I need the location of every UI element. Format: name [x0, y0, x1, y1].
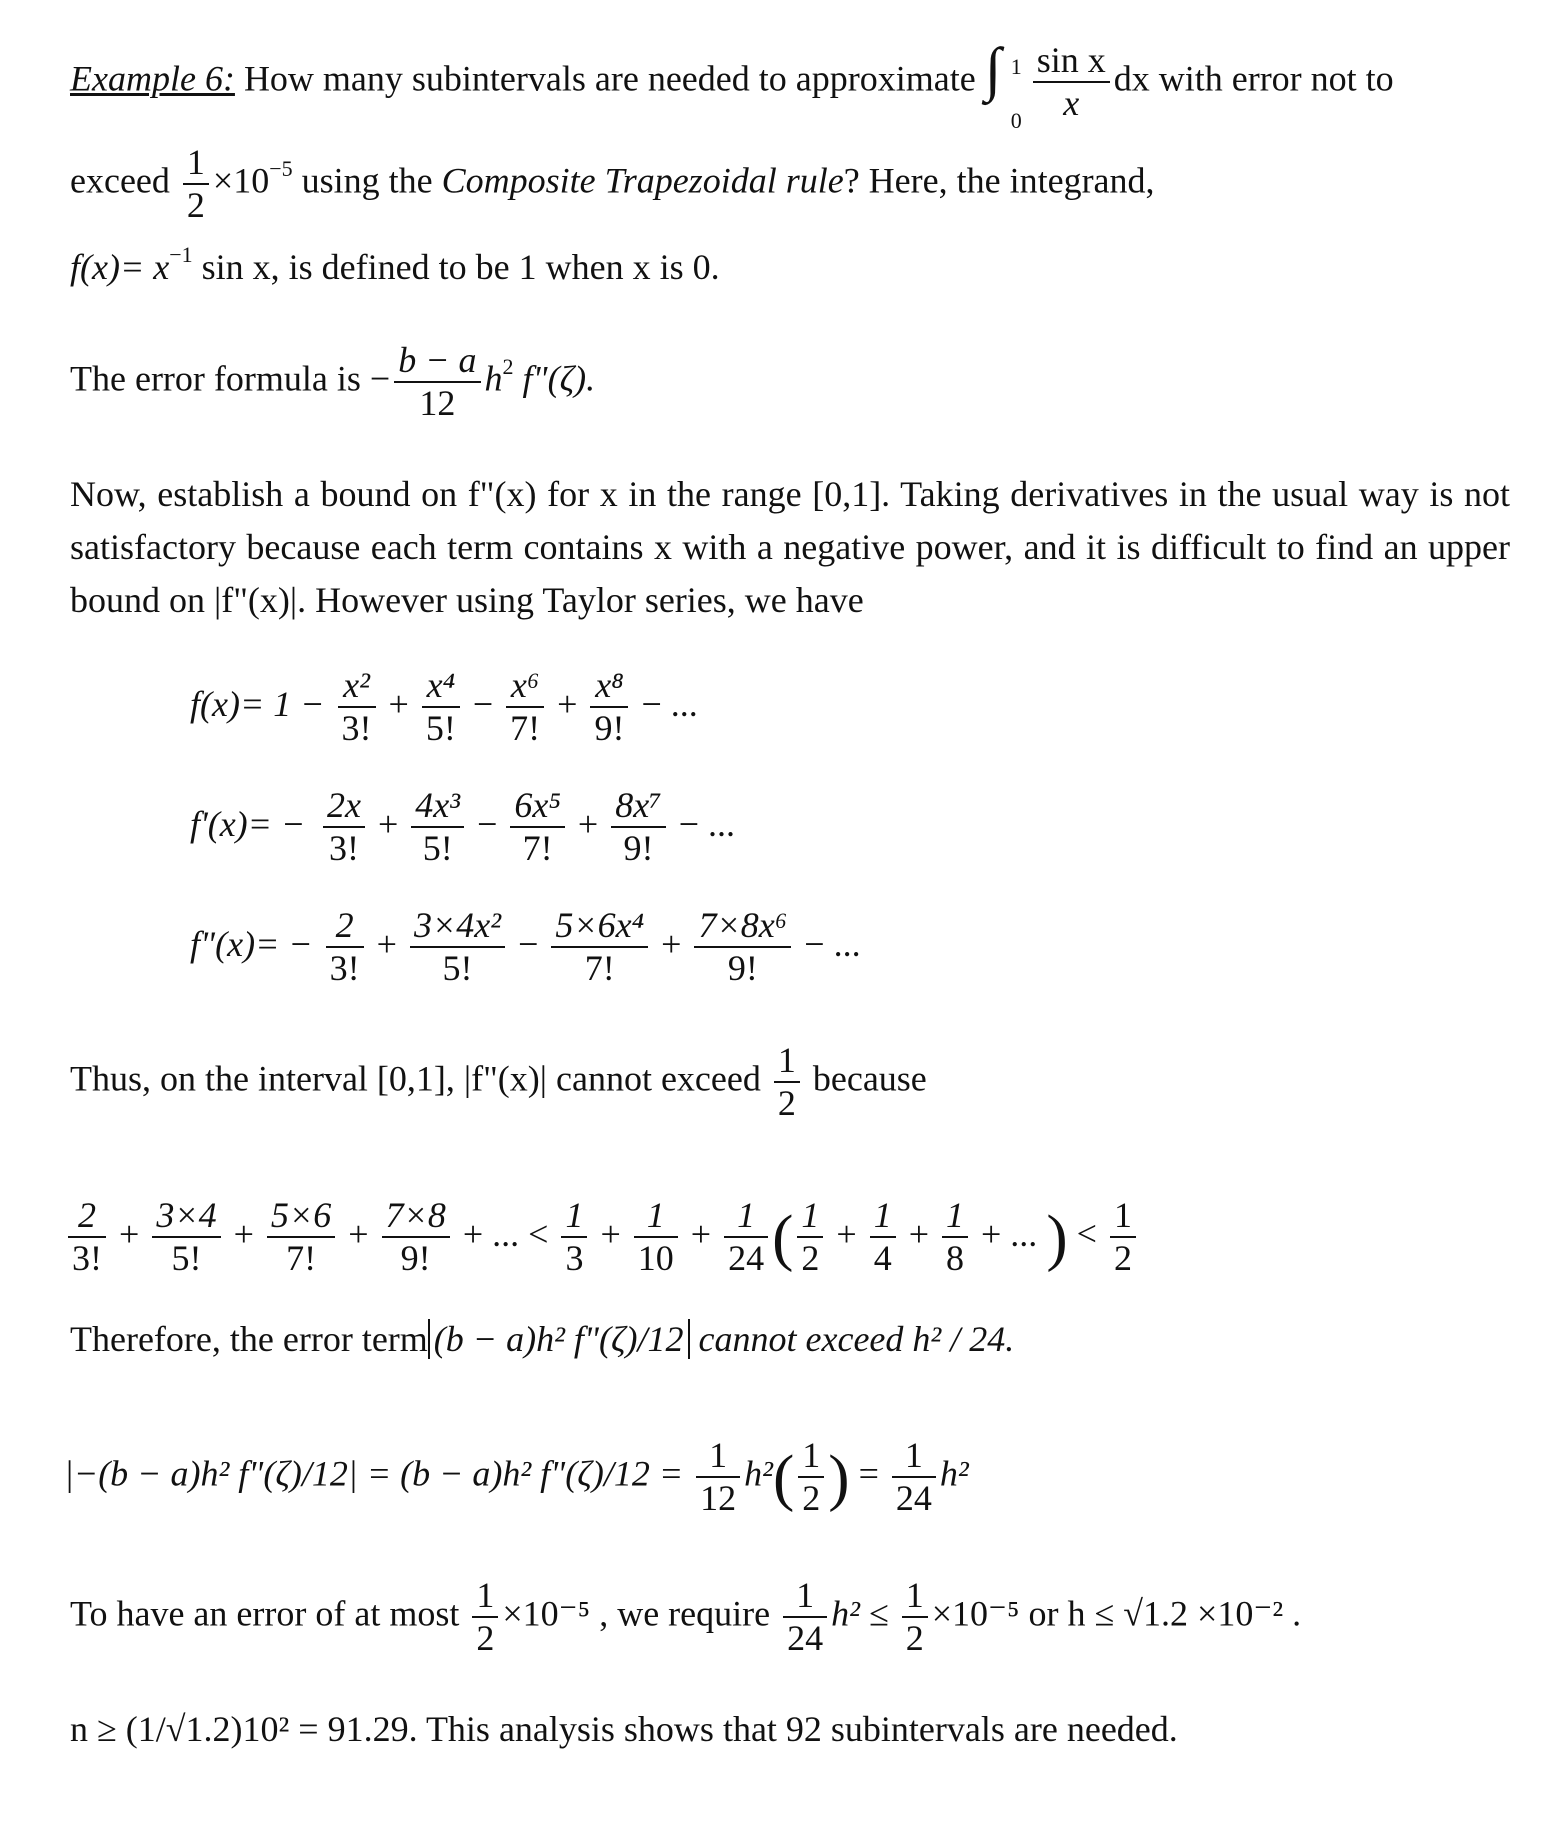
series-f-operator: − ...: [632, 683, 698, 724]
req-h-leq: h² ≤: [831, 1593, 889, 1634]
ineq-rhs: $\frac{1}{2}$: [1110, 1195, 1136, 1280]
bound-paragraph: Now, establish a bound on f"(x) for x in the range [0,1]. Taking derivatives in the usual way is not satisfactory because each term contains x with a negative power, and it is difficult to find an upper bound on |f"(x)|. However using Taylor series, we have: [70, 474, 1510, 620]
ineq-inner-term: $\frac{1}{8}$: [942, 1195, 968, 1280]
problem-statement: [70, 36, 1510, 134]
rule-name: Composite Trapezoidal rule: [441, 160, 844, 201]
series-f2-operator: −: [509, 923, 548, 964]
requirement-lead: To have an error of at most: [70, 1593, 460, 1634]
problem-statement-line3: [70, 238, 1510, 296]
ineq-inner-operator: +: [827, 1213, 866, 1254]
ineq-left-term: $\frac{5\times 6}{7!}$: [267, 1195, 335, 1280]
interval-lead: Thus, on the interval [0,1], |f"(x)| cannot exceed: [70, 1058, 761, 1099]
ineq-inner-operator: +: [899, 1213, 938, 1254]
interval-statement: [70, 1040, 1510, 1125]
requirement-statement: [70, 1575, 1510, 1660]
error-formula-lead: The error formula is: [70, 358, 361, 399]
equals-sign: =: [858, 1453, 879, 1494]
error-term-lead: Therefore, the error term: [70, 1319, 428, 1359]
ineq-inner-term: $\frac{1}{4}$: [870, 1195, 896, 1280]
series-f-term: $\frac{\text{x²}}{3!}$: [338, 665, 376, 750]
dx-text: dx with error not to: [1113, 58, 1394, 99]
series-f-term: $\frac{\text{x⁸}}{9!}$: [590, 665, 628, 750]
req-mid: ×10⁻⁵ , we require: [502, 1593, 771, 1634]
series-f-operator: −: [463, 683, 503, 724]
series-f2-term: $\frac{2}{3!}$: [326, 905, 364, 990]
series-f1-label: f'(x)= −: [190, 803, 306, 844]
series-f1: [190, 785, 735, 870]
ineq-mid-operator: +: [591, 1213, 630, 1254]
half-fraction: $\frac{1}{2}$: [774, 1040, 800, 1125]
conclusion: n ≥ (1/√1.2)10² = 91.29. This analysis shows that 92 subintervals are needed.: [70, 1709, 1178, 1749]
req-frac-2: $\frac{1}{24}$: [783, 1575, 827, 1660]
ineq-inner-term: $\frac{1}{2}$: [797, 1195, 823, 1280]
series-f2-term: $\frac{\text{7×8x⁶}}{9!}$: [694, 905, 791, 990]
series-f2: [190, 905, 861, 990]
integrand: $\frac{\text{sin x}}{x}$: [1033, 40, 1110, 125]
ineq-mid-term: $\frac{1}{10}$: [634, 1195, 678, 1280]
function-def: f(x)= x: [70, 247, 170, 287]
function-exp: −1: [169, 242, 193, 267]
ineq-left-operator: + ... <: [453, 1213, 558, 1254]
error-bound-equation: [64, 1435, 969, 1520]
problem-text: How many subintervals are needed to approximate: [243, 58, 976, 99]
problem-statement-line2: [70, 142, 1510, 227]
ineq-mid-term: $\frac{1}{3}$: [561, 1195, 587, 1280]
tolerance-tail: ×10: [212, 160, 270, 201]
series-f-operator: +: [548, 683, 587, 724]
req-tail: ×10⁻⁵ or h ≤ √1.2 ×10⁻² .: [931, 1593, 1302, 1634]
error-fraction: $\frac{b - a}{12}$: [394, 340, 480, 425]
inequality: [64, 1195, 1140, 1280]
series-f2-operator: +: [652, 923, 691, 964]
left-paren: (: [772, 1201, 794, 1273]
h-squared: h²: [744, 1453, 773, 1494]
ineq-left-term: $\frac{3\times 4}{5!}$: [152, 1195, 220, 1280]
h-squared-2: h²: [939, 1453, 969, 1494]
series-f1-operator: +: [568, 803, 608, 844]
h-symbol: h: [484, 358, 503, 399]
ineq-left-operator: +: [339, 1213, 378, 1254]
error-term-expr: (b − a)h² f"(ζ)/12: [428, 1319, 690, 1359]
tolerance-exponent: −5: [269, 155, 293, 181]
frac-1-12: $\frac{1}{12}$: [696, 1435, 740, 1520]
ineq-inner-operator: + ...: [972, 1213, 1047, 1254]
ineq-left-operator: +: [110, 1213, 149, 1254]
ineq-left-term: $\frac{7\times 8}{9!}$: [382, 1195, 450, 1280]
ineq-mid-term: $\frac{1}{24}$: [724, 1195, 768, 1280]
because-word: because: [812, 1058, 927, 1099]
series-f1-term: $\frac{\text{6x⁵}}{7!}$: [510, 785, 565, 870]
series-f1-term: $\frac{2x}{3!}$: [323, 785, 365, 870]
ineq-left-term: $\frac{2}{3!}$: [68, 1195, 106, 1280]
paren-open: (: [772, 1441, 795, 1513]
error-term-statement: [70, 1310, 1510, 1368]
series-f1-term: $\frac{\text{8x⁷}}{9!}$: [611, 785, 666, 870]
minus-sign: −: [369, 358, 391, 399]
series-f2-term: $\frac{\text{3×4x²}}{5!}$: [410, 905, 505, 990]
req-frac-1: $\frac{1}{2}$: [472, 1575, 498, 1660]
series-f1-term: $\frac{\text{4x³}}{5!}$: [411, 785, 464, 870]
series-f-term: $\frac{\text{x⁶}}{7!}$: [506, 665, 544, 750]
series-f2-term: $\frac{\text{5×6x⁴}}{7!}$: [551, 905, 648, 990]
series-f2-operator: − ...: [795, 923, 861, 964]
less-than: <: [1076, 1213, 1097, 1254]
exceed-word: exceed: [70, 160, 170, 201]
error-bound-lhs: |−(b − a)h² f"(ζ)/12| = (b − a)h² f"(ζ)/12 =: [64, 1453, 684, 1494]
paren-close: ): [828, 1441, 850, 1513]
right-paren: ): [1046, 1201, 1068, 1273]
series-f1-operator: +: [368, 803, 408, 844]
using-text: using the: [301, 160, 433, 201]
integrand-intro: ? Here, the integrand,: [843, 160, 1155, 201]
ineq-mid-operator: +: [681, 1213, 721, 1254]
series-f2-label: f"(x)= −: [190, 923, 313, 964]
error-formula-tail: f"(ζ).: [513, 358, 596, 399]
h-exponent: 2: [502, 353, 514, 379]
series-f1-operator: −: [468, 803, 507, 844]
req-frac-3: $\frac{1}{2}$: [902, 1575, 928, 1660]
ineq-left-operator: +: [224, 1213, 263, 1254]
series-f-term: $\frac{\text{x⁴}}{5!}$: [422, 665, 460, 750]
tolerance-fraction: $\frac{1}{2}$: [183, 142, 209, 227]
series-f: [190, 665, 698, 750]
series-f-label: f(x)= 1 −: [190, 683, 325, 724]
example-label: Example 6:: [70, 58, 235, 99]
integral-sign: ∫ 1 0: [984, 36, 1022, 134]
error-formula: [70, 340, 1510, 425]
frac-1-24: $\frac{1}{24}$: [892, 1435, 936, 1520]
error-term-tail: cannot exceed h² / 24.: [698, 1319, 1015, 1359]
series-f-operator: +: [379, 683, 418, 724]
function-def-tail: sin x, is defined to be 1 when x is 0.: [192, 247, 720, 287]
frac-half: $\frac{1}{2}$: [798, 1435, 824, 1520]
series-f1-operator: − ...: [669, 803, 736, 844]
series-f2-operator: +: [367, 923, 406, 964]
